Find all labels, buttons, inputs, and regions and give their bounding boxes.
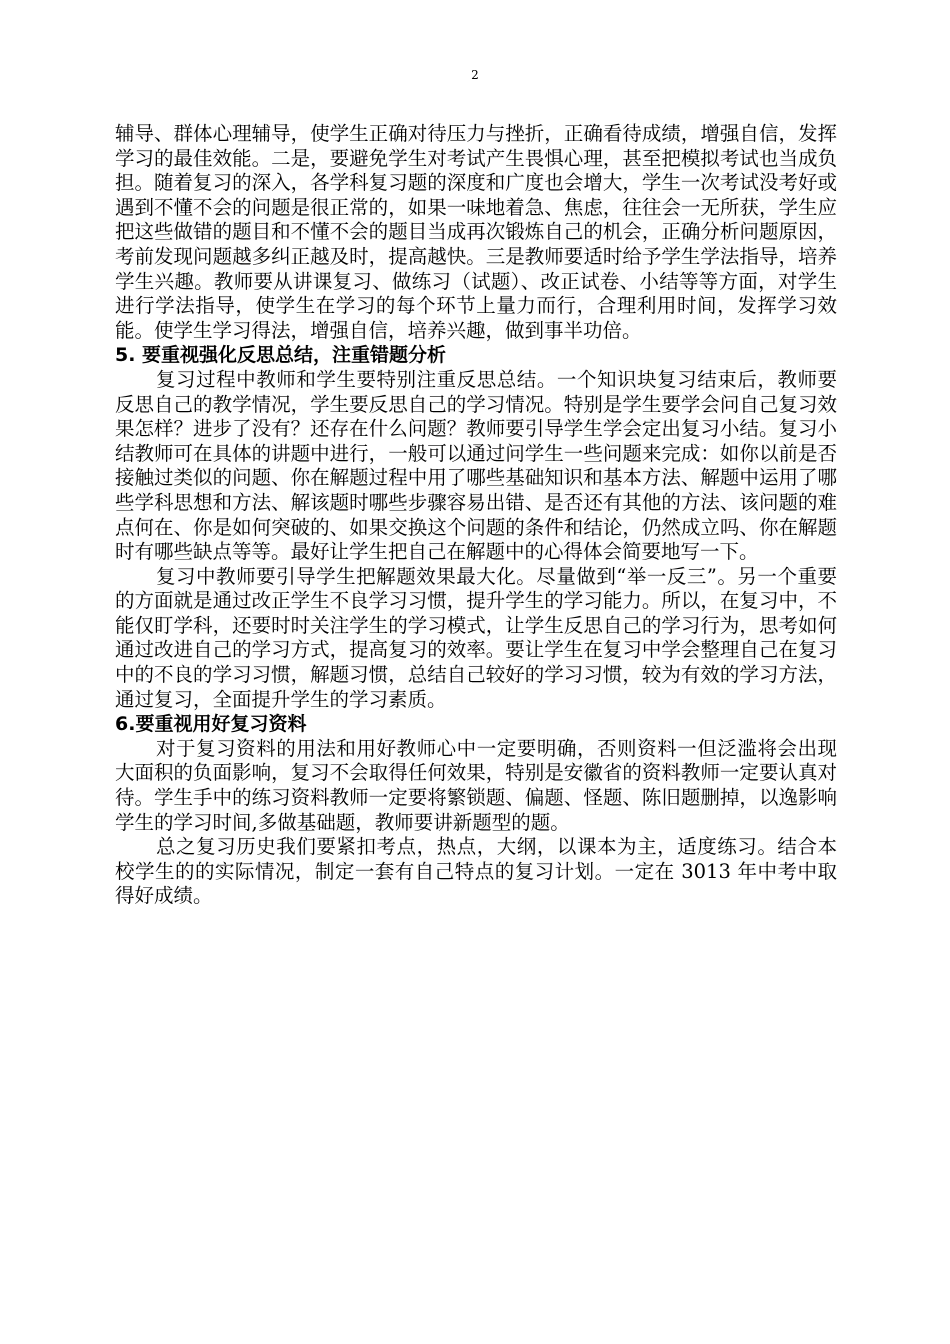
paragraph-conclusion: 总之复习历史我们要紧扣考点，热点，大纲，以课本为主，适度练习。结合本校学生的的实际情况，制定一套有自己特点的复习计划。一定在 3013 年中考中取得好成绩。 xyxy=(115,835,837,908)
document-body xyxy=(115,122,837,909)
section-heading-5: 5. 要重视强化反思总结，注重错题分析 xyxy=(115,344,447,367)
paragraph-counseling: 辅导、群体心理辅导，使学生正确对待压力与挫折，正确看待成绩，增强自信，发挥学习的最佳效能。二是，要避免学生对考试产生畏惧心理，甚至把模拟考试也当成负担。随着复习的深入，各学科复习题的深度和广度也会增大，学生一次考试没考好或遇到不懂不会的问题是很正常的，如果一味地着急、焦虑，往往会一无所获，学生应把这些做错的题目和不懂不会的题目当成再次锻炼自己的机会，正确分析问题原因，考前发现问题越多纠正越及时，提高越快。三是教师要适时给予学生学法指导，培养学生兴趣。教师要从讲课复习、做练习（试题）、改正试卷、小结等等方面，对学生进行学法指导，使学生在学习的每个环节上量力而行，合理利用时间，发挥学习效能。使学生学习得法，增强自信，培养兴趣，做到事半功倍。 xyxy=(115,122,837,342)
paragraph-materials: 对于复习资料的用法和用好教师心中一定要明确，否则资料一但泛滥将会出现大面积的负面影响，复习不会取得任何效果，特别是安徽省的资料教师一定要认真对待。学生手中的练习资料教师一定要将繁锁题、偏题、怪题、陈旧题删掉，以逸影响学生的学习时间,多做基础题，教师要讲新题型的题。 xyxy=(115,736,837,834)
section-heading-6: 6.要重视用好复习资料 xyxy=(115,713,307,736)
page-number: 2 xyxy=(471,68,479,82)
paragraph-habits: 复习中教师要引导学生把解题效果最大化。尽量做到“举一反三”。另一个重要的方面就是通过改正学生不良学习习惯，提升学生的学习能力。所以，在复习中，不能仅盯学科，还要时时关注学生的学习模式，让学生反思自己的学习行为，思考如何通过改进自己的学习方式，提高复习的效率。要让学生在复习中学会整理自己在复习中的不良的学习习惯，解题习惯，总结自己较好的学习习惯，较为有效的学习方法，通过复习，全面提升学生的学习素质。 xyxy=(115,564,837,711)
paragraph-reflection: 复习过程中教师和学生要特别注重反思总结。一个知识块复习结束后，教师要反思自己的教学情况，学生要反思自己的学习情况。特别是学生要学会问自己复习效果怎样？进步了没有？还存在什么问题？教师要引导学生学会定出复习小结。复习小结教师可在具体的讲题中进行，一般可以通过问学生一些问题来完成：如你以前是否接触过类似的问题、你在解题过程中用了哪些基础知识和基本方法、解题中运用了哪些学科思想和方法、解该题时哪些步骤容易出错、是否还有其他的方法、该问题的难点何在、你是如何突破的、如果交换这个问题的条件和结论，仍然成立吗、你在解题时有哪些缺点等等。最好让学生把自己在解题中的心得体会简要地写一下。 xyxy=(115,367,837,564)
